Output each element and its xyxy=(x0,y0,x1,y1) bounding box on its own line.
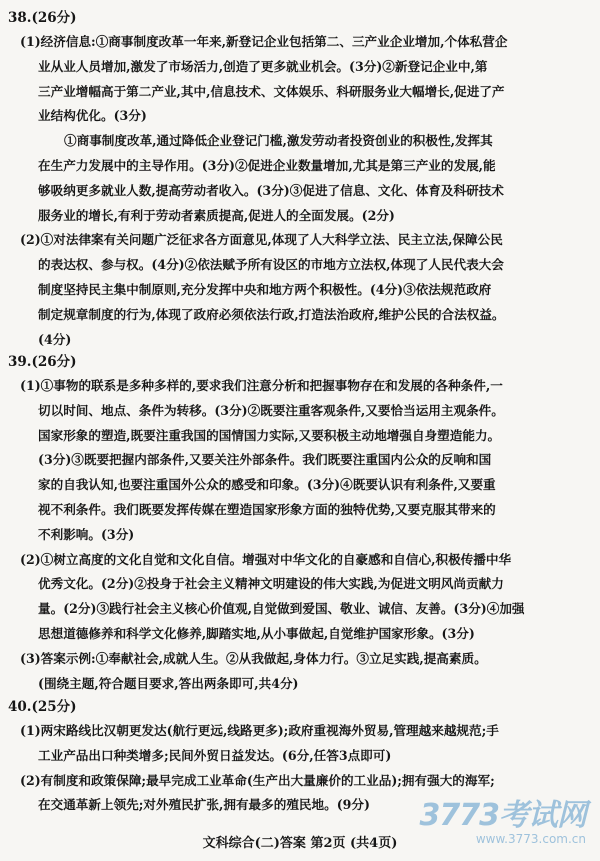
answer-line: 三产业增幅高于第二产业,其中,信息技术、文体娱乐、科研服务业大幅增长,促进了产 xyxy=(38,83,505,99)
answer-line: 制定规章制度的行为,体现了政府必须依法行政,打造法治政府,维护公民的合法权益。 xyxy=(38,306,505,322)
answer-line: 家的自我认知,也要注重国外公众的感受和印象。(3分)④既要认识有利条件,又要重 xyxy=(38,477,496,493)
answer-line: 在交通革新上领先;对外殖民扩张,拥有最多的殖民地。(9分) xyxy=(38,797,370,813)
watermark-logo: 3773考试网 xyxy=(419,798,586,833)
answer-line: (2)有制度和政策保障;最早完成工业革命(生产出大量廉价的工业品);拥有强大的海军; xyxy=(20,772,495,788)
answer-line: (围绕主题,符合题目要求,答出两条即可,共4分) xyxy=(38,675,299,691)
answer-line: 业从业人员增加,激发了市场活力,创造了更多就业机会。(3分)②新登记企业中,第 xyxy=(38,58,488,74)
answer-line: 工业产品出口种类增多;民间外贸日益发达。(6分,任答3点即可) xyxy=(38,747,392,763)
answer-line: 制度坚持民主集中制原则,充分发挥中央和地方两个积极性。(4分)③依法规范政府 xyxy=(38,281,492,297)
answer-line: 不利影响。(3分) xyxy=(38,526,135,542)
answer-line: 优秀文化。(2分)②投身于社会主义精神文明建设的伟大实践,为促进文明风尚贡献力 xyxy=(38,576,504,592)
answer-line: ①商事制度改革,通过降低企业登记门槛,激发劳动者投资创业的积极性,发挥其 xyxy=(64,133,493,149)
answer-line: (1)经济信息:①商事制度改革一年来,新登记企业包括第二、三产业企业增加,个体私营企 xyxy=(20,34,508,49)
answer-line: 服务业的增长,有利于劳动者素质提高,促进人的全面发展。(2分) xyxy=(38,207,395,223)
answer-line: (3)答案示例:①奉献社会,成就人生。②从我做起,身体力行。③立足实践,提高素质。 xyxy=(20,650,487,666)
answer-line: (1)①事物的联系是多种多样的,要求我们注意分析和把握事物存在和发展的各种条件,一 xyxy=(20,378,503,393)
answer-line: (2)①对法律案有关问题广泛征求各方面意见,体现了人大科学立法、民主立法,保障公民 xyxy=(20,232,503,248)
answer-line: 切以时间、地点、条件为转移。(3分)②既要注重客观条件,又要恰当运用主观条件。 xyxy=(38,402,504,418)
question-39-heading: 39.(26分) xyxy=(8,354,77,370)
answer-line: 业结构优化。(3分) xyxy=(38,108,147,124)
answer-line: 量。(2分)③践行社会主义核心价值观,自觉做到爱国、敬业、诚信、友善。(3分)④加强 xyxy=(38,601,525,617)
answer-line: (2)①树立高度的文化自觉和文化自信。增强对中华文化的自豪感和自信心,积极传播中华 xyxy=(20,551,512,567)
answer-line: 够吸纳更多就业人数,提高劳动者收入。(3分)③促进了信息、文化、体育及科研技术 xyxy=(38,182,504,198)
question-38-body xyxy=(20,30,588,352)
answer-line: 的表达权、参与权。(4分)②依法赋予所有设区的市地方立法权,体现了人民代表大会 xyxy=(38,257,504,273)
question-38-heading: 38.(26分) xyxy=(8,10,77,26)
answer-line: 视不利条件。我们既要发挥传媒在塑造国家形象方面的独特优势,又要克服其带来的 xyxy=(38,501,496,517)
answer-line: (3分)③既要把握内部条件,又要关注外部条件。我们既要注重国内公众的反响和国 xyxy=(38,452,492,468)
answer-line: (1)两宋路线比汉朝更发达(航行更远,线路更多);政府重视海外贸易,管理越来越规范;手 xyxy=(20,723,499,738)
question-39-body xyxy=(20,374,588,696)
question-40-heading: 40.(25分) xyxy=(8,699,77,715)
answer-line: (4分) xyxy=(38,331,72,347)
watermark-url: www.3773.com.cn xyxy=(475,832,586,846)
answer-line: 思想道德修养和科学文化修养,脚踏实地,从小事做起,自觉维护国家形象。(3分) xyxy=(38,625,475,641)
answer-line: 国家形象的塑造,既要注重我国的国情国力实际,又要积极主动地增强自身塑造能力。 xyxy=(38,427,501,443)
answer-line: 在生产力发展中的主导作用。(3分)②促进企业数量增加,尤其是第三产业的发展,能 xyxy=(38,157,496,173)
page-footer: 文科综合(二)答案 第2页 (共4页) xyxy=(202,836,398,851)
